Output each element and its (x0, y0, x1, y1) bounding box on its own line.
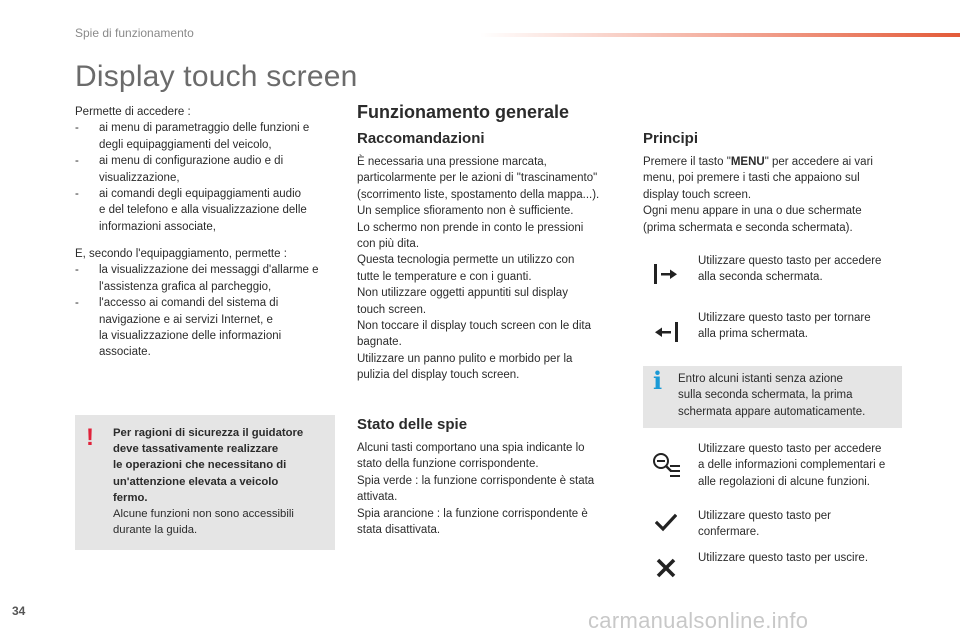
text-line: Utilizzare questo tasto per accedere (698, 443, 882, 455)
text-line: bagnate. (357, 336, 402, 349)
text-line: attivata. (357, 491, 398, 504)
close-icon (646, 553, 686, 583)
header-divider (480, 33, 960, 37)
list-item-line: visualizzazione, (99, 171, 180, 184)
warning-line: Per ragioni di sicurezza il guidatore (113, 427, 304, 439)
icon-description (698, 550, 910, 566)
list-item-line: ai menu di parametraggio delle funzioni e (99, 122, 310, 135)
text-line: tutte le temperature e con i guanti. (357, 270, 532, 283)
text-line: Entro alcuni istanti senza azione (678, 373, 843, 385)
text-line: Utilizzare questo tasto per accedere (698, 255, 882, 267)
principi-text (643, 154, 905, 236)
text-segment: Premere il tasto " (643, 156, 731, 168)
list-item-line: ai comandi degli equipaggiamenti audio (99, 188, 302, 201)
text-line: touch screen. (357, 303, 427, 316)
check-icon (646, 508, 686, 538)
list-item-line: informazioni associate, (99, 220, 216, 233)
text-line: confermare. (698, 526, 760, 539)
warning-line: un'attenzione elevata a veicolo (113, 475, 279, 488)
list-item: - ai comandi degli equipaggiamenti audio e del telefono e alla visualizzazione delle informazioni associate, (75, 186, 345, 235)
warning-line: Alcune funzioni non sono accessibili (113, 508, 294, 521)
list-item-line: e del telefono e alla visualizzazione delle (99, 204, 307, 217)
warning-icon: ! (86, 424, 94, 451)
intro-lead: Permette di accedere : (75, 106, 191, 118)
stato-text (357, 440, 622, 538)
info-text (678, 371, 898, 420)
warning-line: le operazioni che necessitano di (113, 459, 287, 472)
list-item-line: degli equipaggiamenti del veicolo, (99, 138, 272, 151)
intro2-block (75, 246, 345, 361)
text-line: alla seconda schermata. (698, 271, 823, 284)
section-header: Spie di funzionamento (75, 26, 194, 40)
text-line: È necessaria una pressione marcata, (357, 156, 547, 168)
text-line: menu, poi premere i tasti che appaiono sul (643, 172, 860, 185)
text-line: alla prima schermata. (698, 328, 808, 341)
text-line: (prima schermata e seconda schermata). (643, 221, 853, 234)
menu-key-label: MENU (730, 156, 765, 168)
text-line: stato della funzione corrispondente. (357, 458, 539, 471)
text-line: Non toccare il display touch screen con le dita (357, 320, 591, 333)
page-title: Display touch screen (75, 60, 358, 93)
text-line: Utilizzare questo tasto per tornare (698, 312, 871, 324)
list-item: - l'accesso ai comandi del sistema di navigazione e ai servizi Internet, e la visualizzazione delle informazioni associate. (75, 295, 345, 361)
text-line: display touch screen. (643, 188, 752, 201)
text-line: Questa tecnologia permette un utilizzo con (357, 254, 575, 267)
text-segment: " per accedere ai vari (764, 156, 873, 168)
text-line: con più dita. (357, 238, 420, 251)
list-item: - ai menu di configurazione audio e di visualizzazione, (75, 153, 345, 186)
text-line: stata disattivata. (357, 524, 441, 537)
raccomandazioni-heading: Raccomandazioni (357, 130, 485, 147)
info-icon: i (653, 366, 663, 395)
options-icon (646, 450, 686, 480)
warning-line: fermo. (113, 491, 148, 504)
text-line: Ogni menu appare in una o due schermate (643, 205, 862, 218)
forward-screen-icon (646, 259, 686, 289)
text-line: schermata appare automaticamente. (678, 405, 866, 418)
warning-text (113, 425, 331, 538)
text-line: (scorrimento liste, spostamento della mappa...). (357, 188, 600, 201)
list-item-line: l'accesso ai comandi del sistema di (99, 297, 279, 310)
list-item-line: navigazione e ai servizi Internet, e (99, 313, 273, 326)
watermark: carmanualsonline.info (588, 608, 809, 633)
list-item-line: la visualizzazione dei messaggi d'allarme e (99, 264, 319, 277)
text-line: particolarmente per le azioni di "trascinamento" (357, 172, 598, 185)
stato-heading: Stato delle spie (357, 416, 468, 433)
icon-description (698, 441, 910, 490)
text-line: pulizia del display touch screen. (357, 369, 520, 382)
text-line: Utilizzare questo tasto per (698, 510, 831, 522)
icon-description (698, 253, 910, 286)
text-line: alle regolazioni di alcune funzioni. (698, 475, 870, 488)
icon-description (698, 508, 910, 541)
warning-line: deve tassativamente realizzare (113, 443, 279, 456)
list-item-line: l'assistenza grafica al parcheggio, (99, 280, 272, 293)
raccomandazioni-text (357, 154, 622, 384)
text-line: Utilizzare un panno pulito e morbido per la (357, 352, 573, 365)
warning-line: durante la guida. (113, 524, 198, 537)
page-number: 34 (12, 604, 26, 618)
text-line: Un semplice sfioramento non è sufficiente. (357, 205, 574, 218)
back-screen-icon (646, 317, 686, 347)
principi-heading: Principi (643, 130, 699, 147)
icon-description (698, 310, 910, 343)
section-title: Funzionamento generale (357, 102, 570, 122)
text-line (643, 154, 905, 170)
text-line: Non utilizzare oggetti appuntiti sul display (357, 287, 568, 300)
list-item-line: associate. (99, 346, 151, 359)
text-line: Alcuni tasti comportano una spia indicante lo (357, 442, 585, 454)
intro2-lead: E, secondo l'equipaggiamento, permette : (75, 248, 287, 260)
intro-block (75, 104, 345, 235)
text-line: a delle informazioni complementari e (698, 459, 886, 472)
list-item-line: la visualizzazione delle informazioni (99, 330, 282, 343)
list-item-line: ai menu di configurazione audio e di (99, 155, 284, 168)
list-item: - ai menu di parametraggio delle funzioni e degli equipaggiamenti del veicolo, (75, 120, 345, 153)
text-line: Lo schermo non prende in conto le pressioni (357, 221, 584, 234)
text-line: Utilizzare questo tasto per uscire. (698, 552, 869, 564)
text-line: Spia verde : la funzione corrispondente è stata (357, 474, 595, 487)
text-line: sulla seconda schermata, la prima (678, 389, 853, 402)
list-item: - la visualizzazione dei messaggi d'allarme e l'assistenza grafica al parcheggio, (75, 262, 345, 295)
text-line: Spia arancione : la funzione corrispondente è (357, 507, 588, 520)
